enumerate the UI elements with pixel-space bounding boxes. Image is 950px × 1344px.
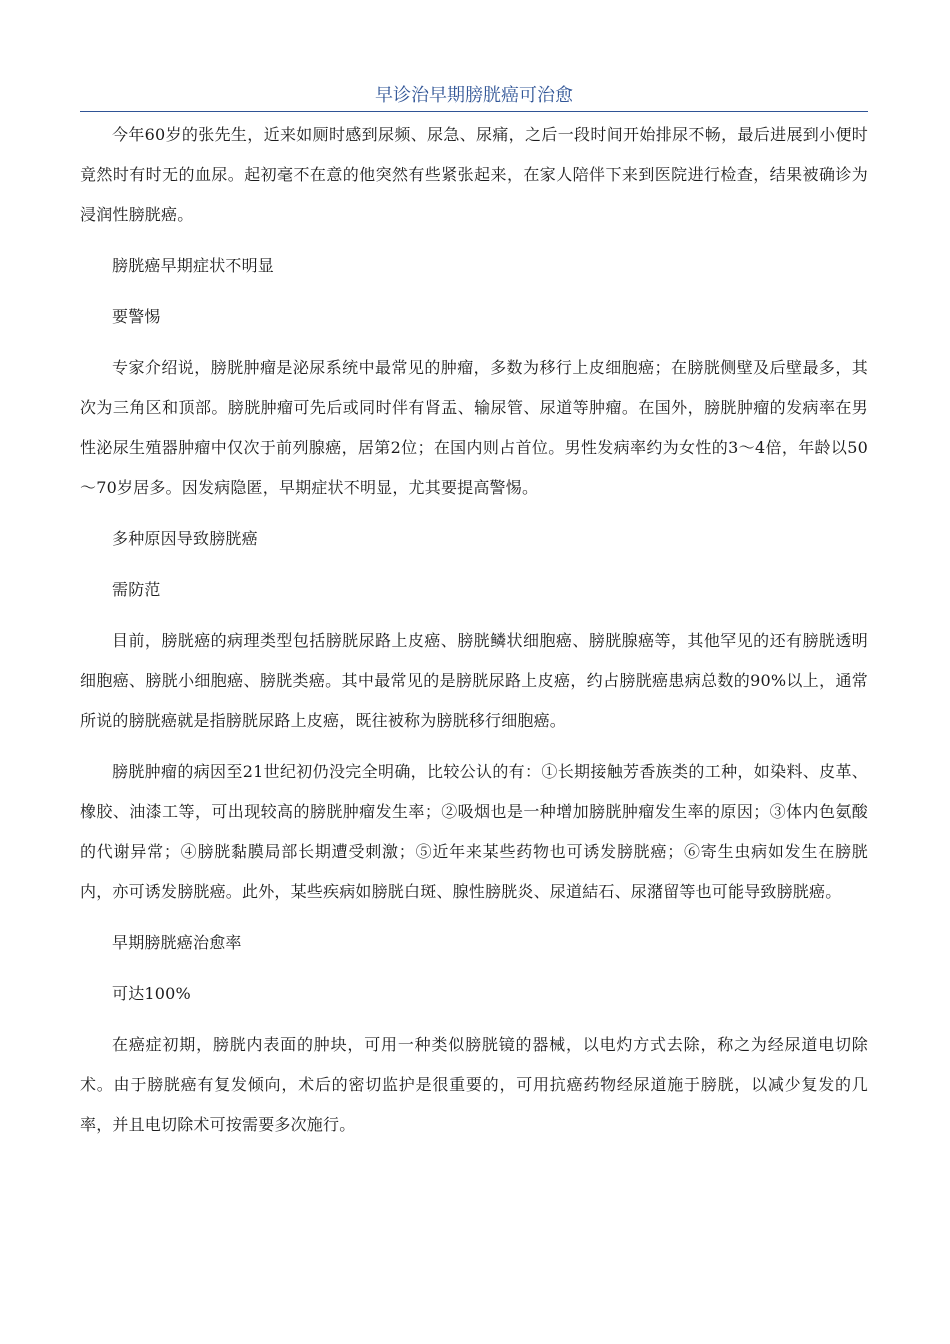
document-title: 早诊治早期膀胱癌可治愈 xyxy=(80,84,868,112)
section-heading: 膀胱癌早期症状不明显 xyxy=(112,256,275,275)
paragraph: 在癌症初期，膀胱内表面的肿块，可用一种类似膀胱镜的器械，以电灼方式去除，称之为经尿道电切除术。由于膀胱癌有复发倾向，术后的密切监护是很重要的，可用抗癌药物经尿道施于膀胱，以减少复发的几率，并且电切除术可按需要多次施行。 xyxy=(80,1035,868,1134)
section-subheading: 需防范 xyxy=(112,580,161,599)
section-heading: 多种原因导致膀胱癌 xyxy=(112,529,258,548)
section-subheading: 可达100% xyxy=(112,984,191,1003)
paragraph: 目前，膀胱癌的病理类型包括膀胱尿路上皮癌、膀胱鳞状细胞癌、膀胱腺癌等，其他罕见的还有膀胱透明细胞癌、膀胱小细胞癌、膀胱类癌。其中最常见的是膀胱尿路上皮癌，约占膀胱癌患病总数的90%以上，通常所说的膀胱癌就是指膀胱尿路上皮癌，既往被称为膀胱移行细胞癌。 xyxy=(80,631,868,730)
paragraph: 专家介绍说，膀胱肿瘤是泌尿系统中最常见的肿瘤，多数为移行上皮细胞癌；在膀胱侧壁及后壁最多，其次为三角区和顶部。膀胱肿瘤可先后或同时伴有肾盂、输尿管、尿道等肿瘤。在国外，膀胱肿瘤的发病率在男性泌尿生殖器肿瘤中仅次于前列腺癌，居第2位；在国内则占首位。男性发病率约为女性的3～4倍，年龄以50～70岁居多。因发病隐匿，早期症状不明显，尤其要提高警惕。 xyxy=(80,358,868,497)
section-subheading: 要警惕 xyxy=(112,307,161,326)
paragraph: 膀胱肿瘤的病因至21世纪初仍没完全明确，比较公认的有：①长期接触芳香族类的工种，如染料、皮革、橡胶、油漆工等，可出现较高的膀胱肿瘤发生率；②吸烟也是一种增加膀胱肿瘤发生率的原因；③体内色氨酸的代谢异常；④膀胱黏膜局部长期遭受刺激；⑤近年来某些药物也可诱发膀胱癌；⑥寄生虫病如发生在膀胱内，亦可诱发膀胱癌。此外，某些疾病如膀胱白斑、腺性膀胱炎、尿道結石、尿潴留等也可能导致膀胱癌。 xyxy=(80,762,868,901)
document-page xyxy=(80,84,868,1145)
paragraph: 今年60岁的张先生，近来如厕时感到尿频、尿急、尿痛，之后一段时间开始排尿不畅，最后进展到小便时竟然时有时无的血尿。起初毫不在意的他突然有些紧张起来，在家人陪伴下来到医院进行检查，结果被确诊为浸润性膀胱癌。 xyxy=(80,125,868,224)
section-heading: 早期膀胱癌治愈率 xyxy=(112,933,242,952)
